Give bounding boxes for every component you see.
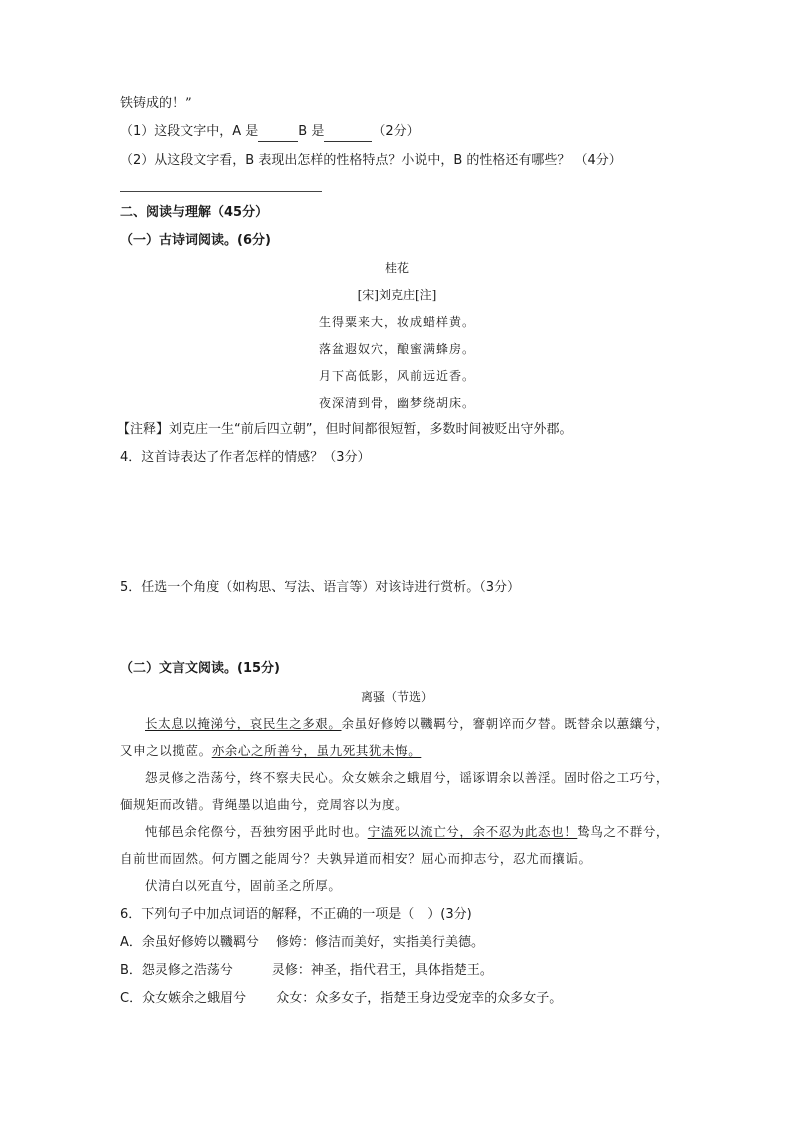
classical-paragraph: 长太息以掩涕兮，哀民生之多艰。余虽好修姱以鞿羁兮，謇朝谇而夕替。既替余以蕙纕兮，又申之以揽茝。亦余心之所善兮，虽九死其犹未悔。 [120,716,670,758]
option-a: A．余虽好修姱以鞿羁兮 修姱：修洁而美好，实指美行美德。 [120,935,485,950]
classical-text [120,710,674,899]
question-1-score: （2分） [372,124,420,139]
underlined-sentence: 亦余心之所善兮，虽九死其犹未悔。 [211,743,422,758]
answer-blank-a[interactable] [258,123,298,142]
question-1-mid: B 是 [298,124,325,139]
poem-line: 夜深清到骨，幽梦绕胡床。 [318,396,475,410]
prev-text-tail: 铁铸成的！” [120,96,192,111]
classical-paragraph: 伏清白以死直兮，固前圣之所厚。 [145,878,342,893]
question-5: 5．任选一个角度（如构思、写法、语言等）对该诗进行赏析。（3分） [120,580,521,595]
option-c: C．众女嫉余之蛾眉兮 众女：众多女子，指楚王身边受宠幸的众多女子。 [120,991,563,1006]
poem-title: 桂花 [384,261,409,275]
question-6: 6．下列句子中加点词语的解释，不正确的一项是（ ）(3分) [120,907,472,922]
poem-line: 生得粟来大，妆成蜡样黄。 [318,315,475,329]
classical-section-heading: （二）文言文阅读。(15分) [120,661,280,676]
question-1-prefix: （1）这段文字中，A 是 [120,124,259,139]
classical-paragraph: 忳郁邑余侘傺兮，吾独穷困乎此时也。宁溘死以流亡兮，余不忍为此态也！鸷鸟之不群兮，自前世而固然。何方圜之能周兮？夫孰异道而相安？屈心而抑志兮，忍尤而攘诟。 [120,824,670,866]
poem-note: 【注释】刘克庄一生“前后四立朝”，但时间都很短暂，多数时间被贬出守外郡。 [117,422,573,437]
underlined-sentence: 长太息以掩涕兮，哀民生之多艰。 [145,716,342,731]
poem-line: 月下高低影，风前远近香。 [318,369,475,383]
section-heading: 二、阅读与理解（45分） [120,205,269,220]
classical-paragraph: 怨灵修之浩荡兮，终不察夫民心。众女嫉余之蛾眉兮，谣诼谓余以善淫。固时俗之工巧兮，偭规矩而改错。背绳墨以追曲兮，竞周容以为度。 [120,770,670,812]
poem-author: [宋]刘克庄[注] [357,288,437,302]
question-4: 4．这首诗表达了作者怎样的情感？（3分） [120,450,371,465]
poem-line: 落盆遐奴穴，酿蜜满蜂房。 [318,342,475,356]
answer-blank-b[interactable] [324,123,372,142]
classical-title: 离骚（节选） [360,690,433,704]
question-2: （2）从这段文字看，B 表现出怎样的性格特点？小说中，B 的性格还有哪些？ （4分） [120,153,622,168]
option-b: B．怨灵修之浩荡兮 灵修：神圣，指代君王，具体指楚王。 [120,963,493,978]
question-1 [120,123,420,142]
poem-section-heading: （一）古诗词阅读。(6分) [120,233,271,248]
divider [120,191,322,192]
underlined-sentence: 宁溘死以流亡兮，余不忍为此态也！ [367,824,578,839]
